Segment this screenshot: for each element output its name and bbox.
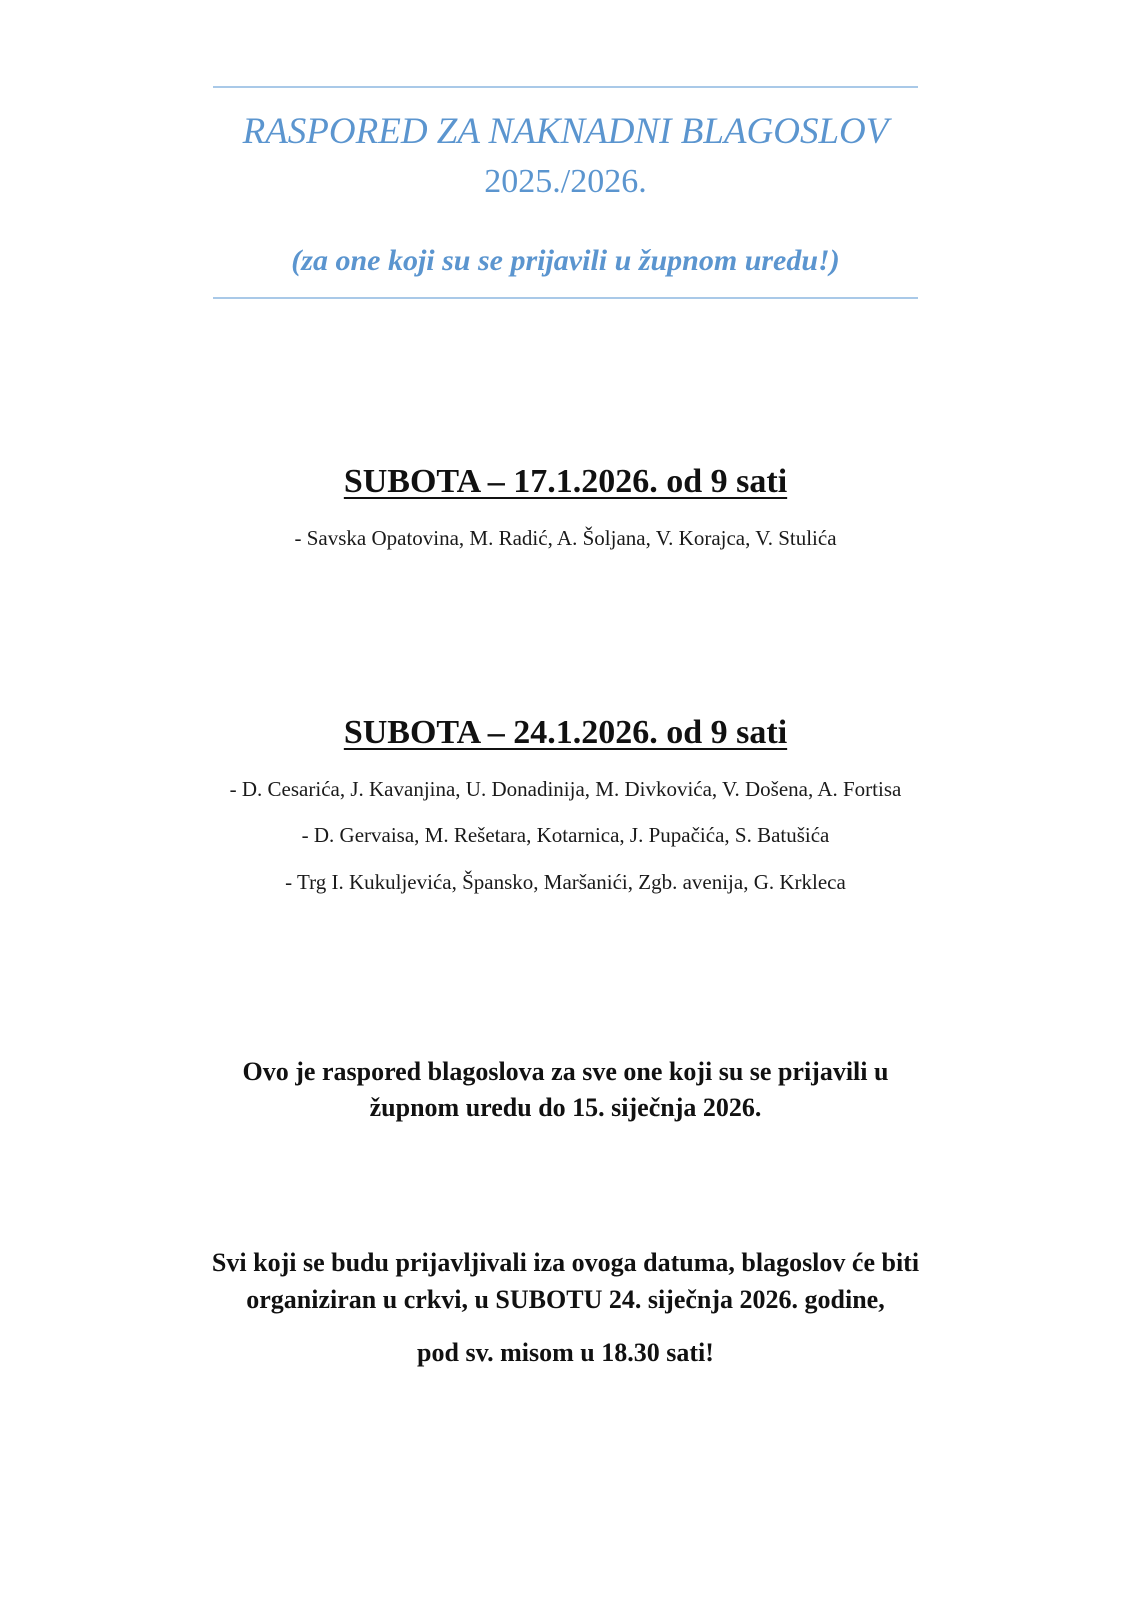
section-line: - D. Gervaisa, M. Rešetara, Kotarnica, J. Pupačića, S. Batušića	[301, 823, 830, 847]
document-year: 2025./2026.	[484, 163, 647, 200]
note-deadline-line-1: Ovo je raspored blagoslova za sve one koji su se prijavili u	[242, 1057, 889, 1086]
section-line: - Savska Opatovina, M. Radić, A. Šoljana, V. Korajca, V. Stulića	[294, 526, 837, 550]
section-line: - D. Cesarića, J. Kavanjina, U. Donadinija, M. Divkovića, V. Došena, A. Fortisa	[229, 777, 902, 801]
bottom-rule	[213, 297, 918, 299]
section-heading-17-jan: SUBOTA – 17.1.2026. od 9 sati	[343, 463, 788, 500]
note-late-line-1: Svi koji se budu prijavljivali iza ovoga datuma, blagoslov će biti	[211, 1248, 920, 1277]
note-late-line-3: pod sv. misom u 18.30 sati!	[417, 1338, 714, 1367]
document-title: RASPORED ZA NAKNADNI BLAGOSLOV	[242, 111, 889, 152]
section-heading-24-jan: SUBOTA – 24.1.2026. od 9 sati	[343, 714, 788, 751]
section-line: - Trg I. Kukuljevića, Špansko, Maršanići, Zgb. avenija, G. Krkleca	[285, 870, 846, 894]
note-late-line-2: organiziran u crkvi, u SUBOTU 24. siječnja 2026. godine,	[246, 1285, 885, 1314]
note-deadline-line-2: župnom uredu do 15. siječnja 2026.	[369, 1093, 762, 1122]
top-rule	[213, 86, 918, 88]
document-subtitle: (za one koji su se prijavili u župnom uredu!)	[291, 244, 840, 277]
